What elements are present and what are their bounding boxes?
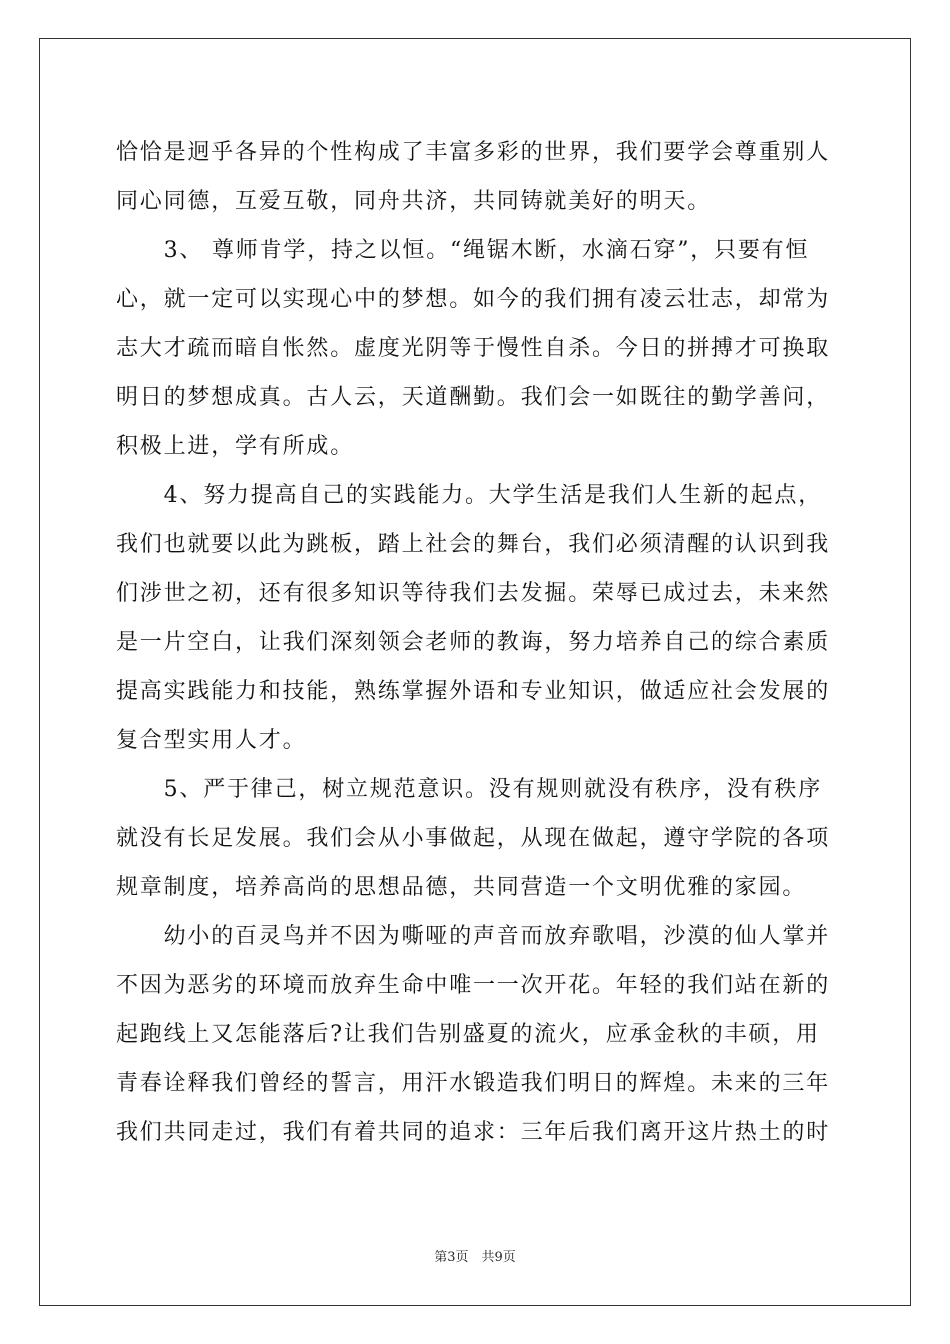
text-line: 不因为恶劣的环境而放弃生命中唯一一次开花。年轻的我们站在新的	[116, 973, 831, 998]
text-line: 是一片空白，让我们深刻领会老师的教诲，努力培养自己的综合素质	[116, 630, 831, 655]
text-line: 起跑线上又怎能落后?让我们告别盛夏的流火，应承金秋的丰硕，用	[116, 1022, 820, 1047]
text-line: 规章制度，培养高尚的思想品德，共同营造一个文明优雅的家园。	[116, 875, 807, 900]
text-line: 我们共同走过，我们有着共同的追求：三年后我们离开这片热土的时	[116, 1120, 831, 1145]
text-line: 们涉世之初，还有很多知识等待我们去发掘。荣辱已成过去，未来然	[116, 581, 831, 606]
text-line: 明日的梦想成真。古人云，天道酬勤。我们会一如既往的勤学善问，	[116, 385, 831, 410]
text-line: 复合型实用人才。	[116, 728, 307, 753]
text-line: 4、努力提高自己的实践能力。大学生活是我们人生新的起点，	[116, 483, 822, 508]
text-line: 3、 尊师肯学，持之以恒。“绳锯木断，水滴石穿”，只要有恒	[116, 238, 810, 263]
text-line: 积极上进，学有所成。	[116, 434, 355, 459]
text-line: 恰恰是迥乎各异的个性构成了丰富多彩的世界，我们要学会尊重别人	[116, 140, 831, 165]
text-line: 心，就一定可以实现心中的梦想。如今的我们拥有凌云壮志，却常为	[116, 287, 831, 312]
text-line: 我们也就要以此为跳板，踏上社会的舞台，我们必须清醒的认识到我	[116, 532, 831, 557]
text-line: 幼小的百灵鸟并不因为嘶哑的声音而放弃歌唱，沙漠的仙人掌并	[116, 924, 831, 949]
text-line: 同心同德，互爱互敬，同舟共济，共同铸就美好的明天。	[116, 189, 712, 214]
text-line: 提高实践能力和技能，熟练掌握外语和专业知识，做适应社会发展的	[116, 679, 831, 704]
text-line: 就没有长足发展。我们会从小事做起，从现在做起，遵守学院的各项	[116, 826, 831, 851]
text-line: 青春诠释我们曾经的誓言，用汗水锻造我们明日的辉煌。未来的三年	[116, 1071, 831, 1096]
text-line: 志大才疏而暗自怅然。虚度光阴等于慢性自杀。今日的拼搏才可换取	[116, 336, 831, 361]
page-footer: 第3页 共9页	[434, 1250, 516, 1265]
document-body	[116, 128, 836, 1157]
text-line: 5、严于律己，树立规范意识。没有规则就没有秩序，没有秩序	[116, 777, 822, 802]
